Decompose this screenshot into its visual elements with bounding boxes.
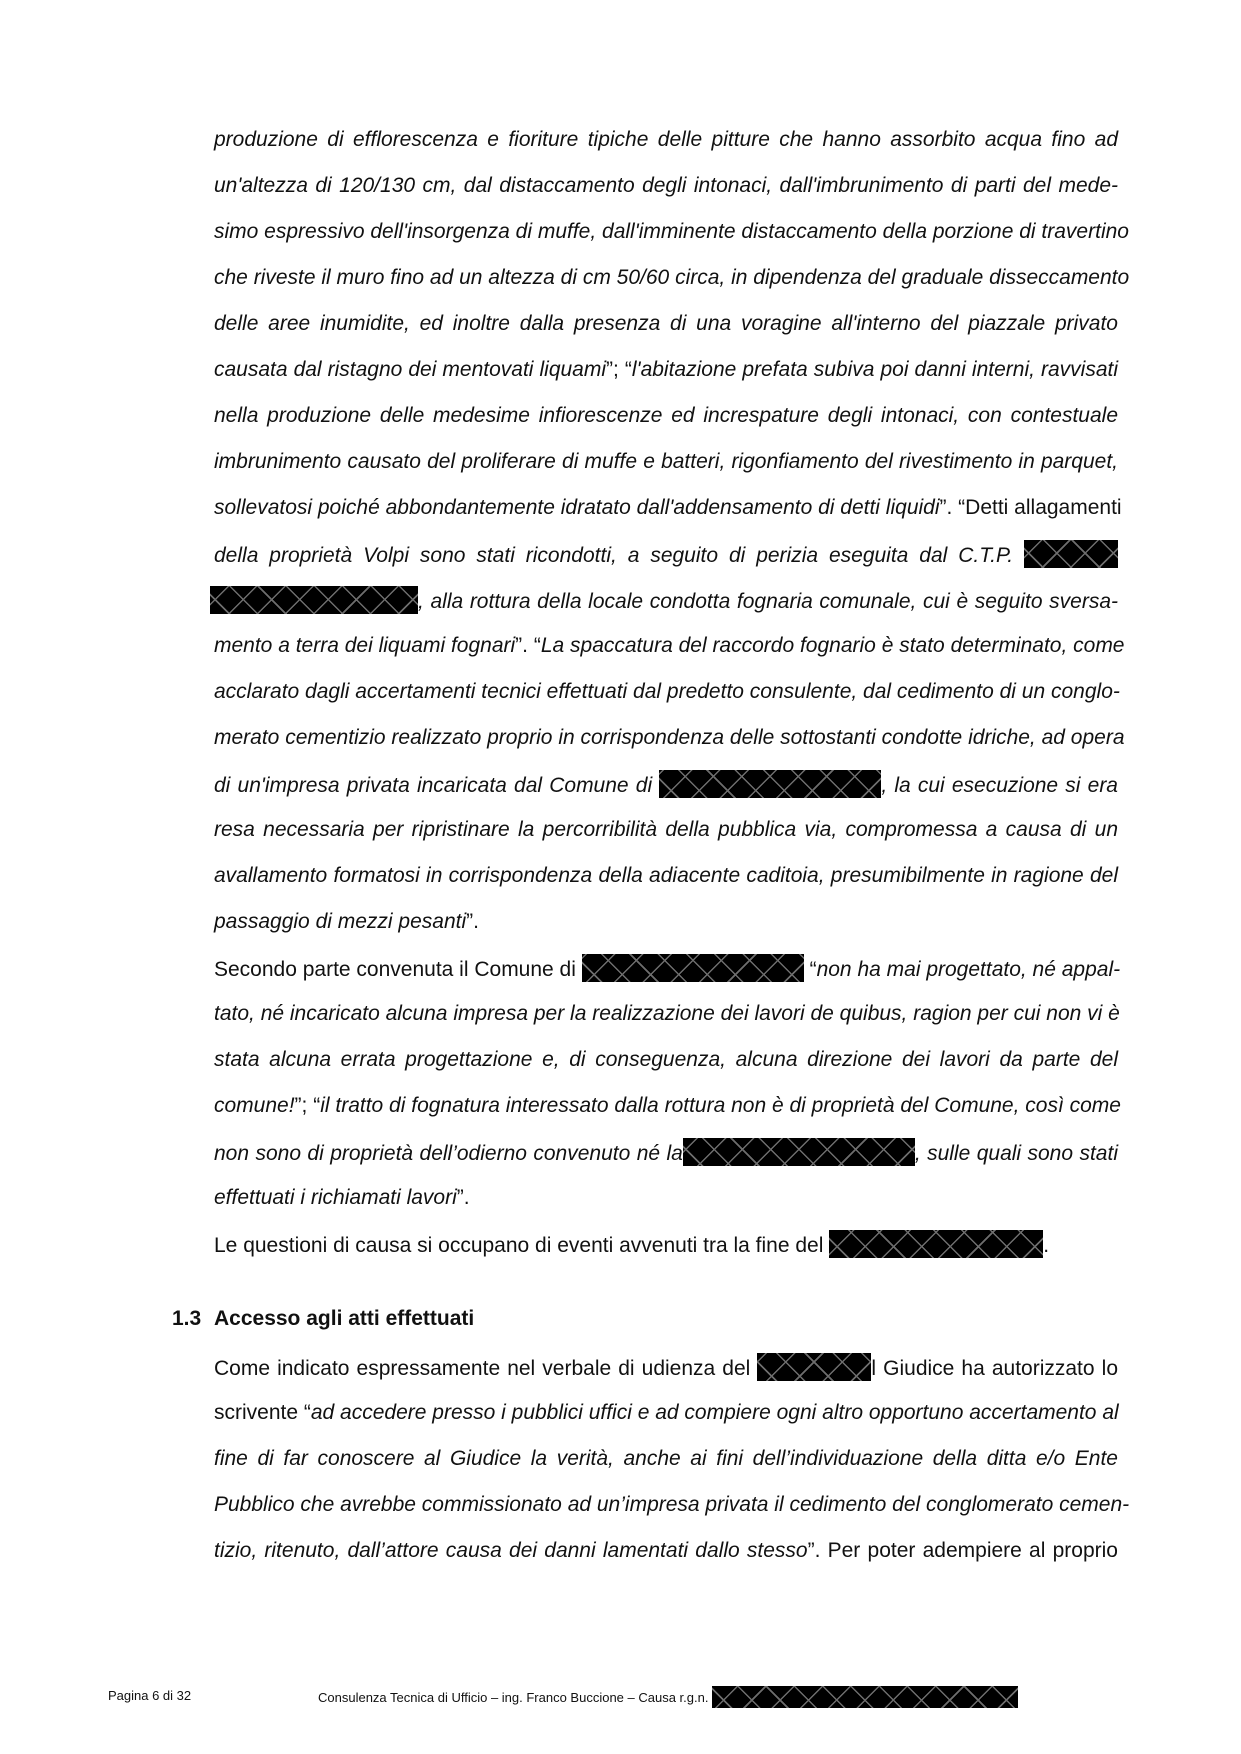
quote-text: La spaccatura del raccordo fognario è stato determinato, come: [540, 634, 1125, 657]
quote-mark: ”; “: [606, 358, 632, 381]
body-text: .: [1043, 1234, 1050, 1257]
quote-mark: ”. “Detti allagamenti: [939, 496, 1122, 519]
body-text: ”. Per poter adempiere al proprio: [807, 1539, 1118, 1562]
quote-text: ad accedere presso i pubblici uffici e ad compiere ogni altro opportuno accertamento al: [310, 1401, 1119, 1424]
redaction-block: [683, 1138, 915, 1166]
body-line: [214, 954, 1121, 984]
quote-text: non ha mai progettato, né appal-: [816, 958, 1121, 981]
redaction-block: [1024, 540, 1118, 568]
footer-text: Consulenza Tecnica di Ufficio – ing. Franco Buccione – Causa r.g.n.: [318, 1690, 709, 1705]
body-line: un'altezza di 120/130 cm, dal distaccamento degli intonaci, dall'imbrunimento di parti del mede-: [214, 174, 1118, 197]
redaction-block: [582, 954, 804, 982]
body-line: tato, né incaricato alcuna impresa per la realizzazione dei lavori de quibus, ragion per cui non vi è: [214, 1002, 1120, 1025]
body-line: [214, 540, 1118, 570]
redaction-block: [757, 1353, 871, 1381]
quote-text: passaggio di mezzi pesanti: [214, 910, 467, 933]
page-number: Pagina 6 di 32: [108, 1688, 192, 1703]
quote-text: , sulle quali sono stati: [914, 1142, 1118, 1165]
body-line: [214, 494, 1122, 522]
quote-mark: “: [803, 958, 817, 981]
quote-text: , la cui esecuzione si era: [881, 774, 1118, 797]
quote-mark: ”. “: [515, 634, 541, 657]
body-line: simo espressivo dell'insorgenza di muffe, dall'imminente distaccamento della porzione di travertino: [214, 220, 1129, 243]
body-line: [214, 908, 1118, 936]
body-line: che riveste il muro fino ad un altezza di cm 50/60 circa, in dipendenza del graduale disseccamento: [214, 266, 1130, 289]
body-line: Pubblico che avrebbe commissionato ad un’impresa privata il cedimento del conglomerato cemen-: [214, 1493, 1130, 1516]
body-line: [214, 1399, 1118, 1427]
body-text: l Giudice ha autorizzato lo: [871, 1357, 1118, 1380]
body-line: [214, 1184, 1118, 1212]
quote-text: non sono di proprietà dell’odierno convenuto né la: [214, 1142, 683, 1165]
quote-text: , alla rottura della locale condotta fognaria comunale, cui è seguito sversa-: [418, 590, 1118, 613]
footer-info: [318, 1686, 1018, 1708]
body-line: [214, 1138, 1118, 1168]
body-line: delle aree inumidite, ed inoltre dalla presenza di una voragine all'interno del piazzale privato: [214, 312, 1118, 335]
quote-text: l'abitazione prefata subiva poi danni interni, ravvisati: [631, 358, 1119, 381]
quote-mark: ”; “: [294, 1094, 321, 1117]
body-line: imbrunimento causato del proliferare di muffe e batteri, rigonfiamento del rivestimento in parquet,: [214, 450, 1118, 473]
section-title: Accesso agli atti effettuati: [214, 1307, 475, 1330]
redaction-block: [210, 586, 418, 614]
body-line: [214, 1092, 1121, 1120]
section-number: 1.3: [172, 1307, 202, 1330]
redaction-block: [829, 1230, 1043, 1258]
quote-text: causata dal ristagno dei mentovati liquami: [214, 358, 607, 381]
section-heading: [172, 1305, 474, 1333]
body-line: [214, 356, 1118, 384]
body-line: fine di far conoscere al Giudice la verità, anche ai fini dell’individuazione della ditta e/o Ente: [214, 1447, 1118, 1470]
body-line: produzione di efflorescenza e fioriture tipiche delle pitture che hanno assorbito acqua fino ad: [214, 128, 1118, 151]
body-line: [214, 1353, 1118, 1383]
body-text: Le questioni di causa si occupano di eventi avvenuti tra la fine del: [214, 1234, 824, 1257]
redaction-block: [712, 1686, 1018, 1708]
body-line: nella produzione delle medesime infiorescenze ed increspature degli intonaci, con contestuale: [214, 404, 1118, 427]
body-line: acclarato dagli accertamenti tecnici effettuati dal predetto consulente, dal cedimento di un conglo-: [214, 680, 1120, 703]
quote-text: tizio, ritenuto, dall’attore causa dei danni lamentati dallo stesso: [214, 1539, 808, 1562]
quote-text: effettuati i richiamati lavori: [214, 1186, 457, 1209]
quote-text: il tratto di fognatura interessato dalla rottura non è di proprietà del Comune, così come: [320, 1094, 1121, 1117]
body-line: avallamento formatosi in corrispondenza della adiacente caditoia, presumibilmente in ragione del: [214, 864, 1118, 887]
quote-text: comune!: [214, 1094, 295, 1117]
quote-text: sollevatosi poiché abbondantemente idratato dall'addensamento di detti liquidi: [214, 496, 940, 519]
body-line: [210, 586, 1118, 616]
quote-text: di un'impresa privata incaricata dal Comune di: [214, 774, 653, 797]
body-line: [214, 1230, 1118, 1260]
body-line: resa necessaria per ripristinare la percorribilità della pubblica via, compromessa a causa di un: [214, 818, 1118, 841]
quote-text: della proprietà Volpi sono stati ricondotti, a seguito di perizia eseguita dal C.T.P.: [214, 544, 1014, 567]
body-line: stata alcuna errata progettazione e, di conseguenza, alcuna direzione dei lavori da parte del: [214, 1048, 1118, 1071]
quote-text: mento a terra dei liquami fognari: [214, 634, 516, 657]
body-text: scrivente “: [214, 1401, 311, 1424]
body-line: [214, 770, 1118, 800]
body-line: [214, 632, 1125, 660]
quote-mark: ”.: [456, 1186, 470, 1209]
body-text: Come indicato espressamente nel verbale di udienza del: [214, 1357, 751, 1380]
body-line: merato cementizio realizzato proprio in corrispondenza delle sottostanti condotte idriche, ad opera: [214, 726, 1125, 749]
body-line: [214, 1537, 1118, 1565]
quote-mark: ”.: [466, 910, 479, 933]
redaction-block: [659, 770, 881, 798]
body-text: Secondo parte convenuta il Comune di: [214, 958, 576, 981]
